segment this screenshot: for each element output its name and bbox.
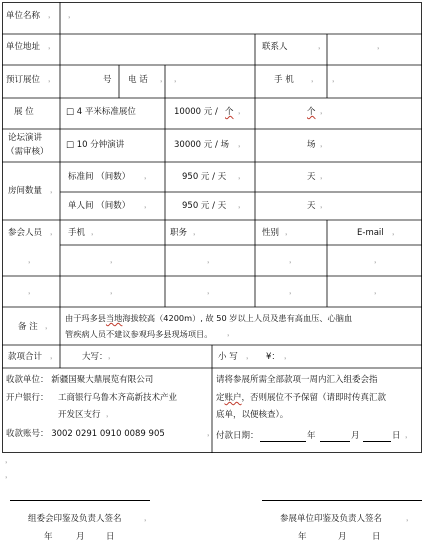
room-count-mark: ， — [50, 186, 57, 194]
remarks-label: 备 注 — [18, 322, 38, 332]
bank-label: 开户银行： — [6, 393, 49, 403]
forum-label: 论坛演讲 — [8, 133, 43, 143]
mobile-value: ， — [332, 75, 339, 83]
exhibitor-year-label: 年 — [298, 532, 307, 542]
booth-option-checkbox[interactable]: □ 4 平米标准展位 — [66, 107, 136, 117]
payee-line: 收款单位： 新疆国聚大鼎展览有限公司 — [6, 375, 154, 385]
standard-room-price-end: ， — [238, 172, 245, 180]
total-label: 款项合计 — [8, 352, 43, 362]
bank-name-line1: 工商银行乌鲁木齐高新技术产业 — [58, 393, 178, 403]
organizer-signature-line — [10, 500, 150, 501]
attendee-blank-cell: ， — [207, 256, 214, 264]
amount-words-mark: ， — [108, 352, 115, 360]
contact-person-value: ， — [377, 42, 384, 50]
attendee-blank-cell: ， — [374, 287, 381, 295]
contact-person-label: 联系人 — [262, 42, 288, 52]
payment-day-field[interactable] — [363, 432, 391, 442]
booth-price-end: ， — [238, 107, 245, 115]
attendee-header-mobile-mark: ， — [91, 228, 98, 236]
single-room-label: 单人间 （间数） — [68, 201, 131, 211]
unit-address-mark: ， — [48, 42, 55, 50]
attendee-blank-cell: ， — [289, 256, 296, 264]
registration-form — [2, 2, 422, 453]
forum-price: 30000 元 / 场 — [174, 140, 230, 150]
account-number-end: ， — [207, 429, 214, 437]
attendees-label: 参会人员 — [8, 228, 43, 238]
payment-date-label: 付款日期： — [216, 431, 259, 441]
forum-count-end: ， — [320, 140, 327, 148]
amount-figures-mark: ， — [246, 352, 253, 360]
mobile-mark: ， — [311, 75, 318, 83]
attendee-header-title: 职务 — [170, 228, 188, 238]
attendee-blank-cell: ， — [207, 287, 214, 295]
payment-year-field[interactable] — [260, 432, 306, 442]
attendee-header-gender: 性别 — [262, 228, 280, 238]
attendees-mark: ， — [50, 228, 57, 236]
signature-section — [0, 453, 427, 544]
organizer-month-label: 月 — [76, 532, 85, 542]
payment-notice-line3: 底单，以便核查）。 — [216, 410, 289, 420]
payment-notice-line1: 请将参展所需全部款项一周内汇入组委会指 — [216, 375, 378, 385]
yen-symbol: ¥： — [266, 352, 280, 362]
single-room-price-end: ， — [238, 201, 245, 209]
attendee-header-email: E-mail — [357, 228, 384, 238]
unit-name-label: 单位名称 — [6, 11, 41, 21]
exhibitor-month-label: 月 — [338, 532, 347, 542]
remarks-mark: ， — [45, 322, 52, 330]
payment-year-label: 年 — [307, 431, 316, 441]
stray-mark: ， — [5, 471, 12, 479]
amount-words-label: 大写： — [82, 352, 108, 362]
unit-name-value: ， — [68, 11, 75, 19]
standard-room-label: 标准间 （间数） — [68, 172, 131, 182]
booth-order-label: 预订展位 — [6, 75, 41, 85]
single-room-unit: 天 — [307, 201, 316, 211]
single-room-end: ， — [144, 201, 151, 209]
standard-room-unit: 天 — [307, 172, 316, 182]
forum-option-checkbox[interactable]: □ 10 分钟演讲 — [66, 140, 125, 150]
booth-order-mark: ， — [48, 75, 55, 83]
payment-month-label: 月 — [351, 431, 360, 441]
booth-price: 10000 元 / — [174, 107, 218, 117]
booth-label: 展 位 — [14, 107, 34, 117]
single-room-unit-end: ， — [320, 201, 327, 209]
attendee-blank-cell: ， — [110, 287, 117, 295]
remarks-text-line2: 管疾病人员不建议参观玛多县现场项目。 — [65, 329, 213, 339]
telephone-value: ， — [174, 75, 181, 83]
single-room-price: 950 元 / 天 — [182, 201, 227, 211]
attendee-header-email-mark: ， — [392, 228, 399, 236]
account-number-line: 收款账号： 3002 0291 0910 0089 905 — [6, 429, 165, 439]
payment-month-field[interactable] — [320, 432, 350, 442]
payment-date-end: ， — [405, 431, 412, 439]
room-count-label: 房间数量 — [8, 186, 43, 196]
attendee-header-gender-mark: ， — [285, 228, 292, 236]
bank-name-line2: 开发区支行 — [58, 410, 101, 420]
mobile-label: 手 机 — [274, 75, 294, 85]
unit-name-label-mark: ， — [48, 11, 55, 19]
attendee-header-mobile: 手机 — [68, 228, 86, 238]
booth-number-label: 号 — [103, 75, 112, 85]
attendee-header-title-mark: ， — [193, 228, 200, 236]
payment-day-label: 日 — [392, 431, 401, 441]
standard-room-unit-end: ， — [320, 172, 327, 180]
attendee-blank-cell: ， — [28, 256, 35, 264]
yen-mark: ， — [284, 352, 291, 360]
payment-notice-line2: 定账户，否则展位不予保留（请即时传真汇款 — [216, 393, 387, 403]
attendee-blank-cell: ， — [28, 287, 35, 295]
telephone-mark: ， — [160, 75, 167, 83]
standard-room-end: ， — [144, 172, 151, 180]
exhibitor-signature-mark: ， — [406, 514, 413, 522]
telephone-label: 电 话 — [128, 75, 148, 85]
bank-name-end: ， — [106, 410, 113, 418]
forum-review-note: （需审核） — [6, 147, 49, 157]
contact-person-mark: ， — [318, 42, 325, 50]
booth-count-unit: 个 — [307, 107, 316, 117]
attendee-blank-cell: ， — [289, 287, 296, 295]
exhibitor-signature-label: 参展单位印鉴及负责人签名 — [280, 514, 383, 524]
organizer-signature-mark: ， — [144, 514, 151, 522]
remarks-text-line1: 由于玛多县当地海拔较高（4200m）, 故 50 岁以上人员及患有高血压、心脑血 — [65, 313, 353, 323]
exhibitor-day-label: 日 — [372, 532, 381, 542]
organizer-day-label: 日 — [106, 532, 115, 542]
total-mark: ， — [50, 352, 57, 360]
unit-address-label: 单位地址 — [6, 42, 41, 52]
exhibitor-signature-line — [262, 500, 422, 501]
organizer-year-label: 年 — [44, 532, 53, 542]
standard-room-price: 950 元 / 天 — [182, 172, 227, 182]
booth-price-unit: 个 — [225, 107, 234, 117]
booth-count-end: ， — [320, 107, 327, 115]
amount-figures-label: 小 写 — [218, 352, 238, 362]
stray-mark: ， — [5, 456, 12, 464]
organizer-signature-label: 组委会印鉴及负责人签名 — [28, 514, 122, 524]
remarks-line2-end: ， — [227, 329, 234, 337]
forum-count-unit: 场 — [307, 140, 316, 150]
attendee-blank-cell: ， — [110, 256, 117, 264]
forum-price-end: ， — [238, 140, 245, 148]
attendee-blank-cell: ， — [374, 256, 381, 264]
